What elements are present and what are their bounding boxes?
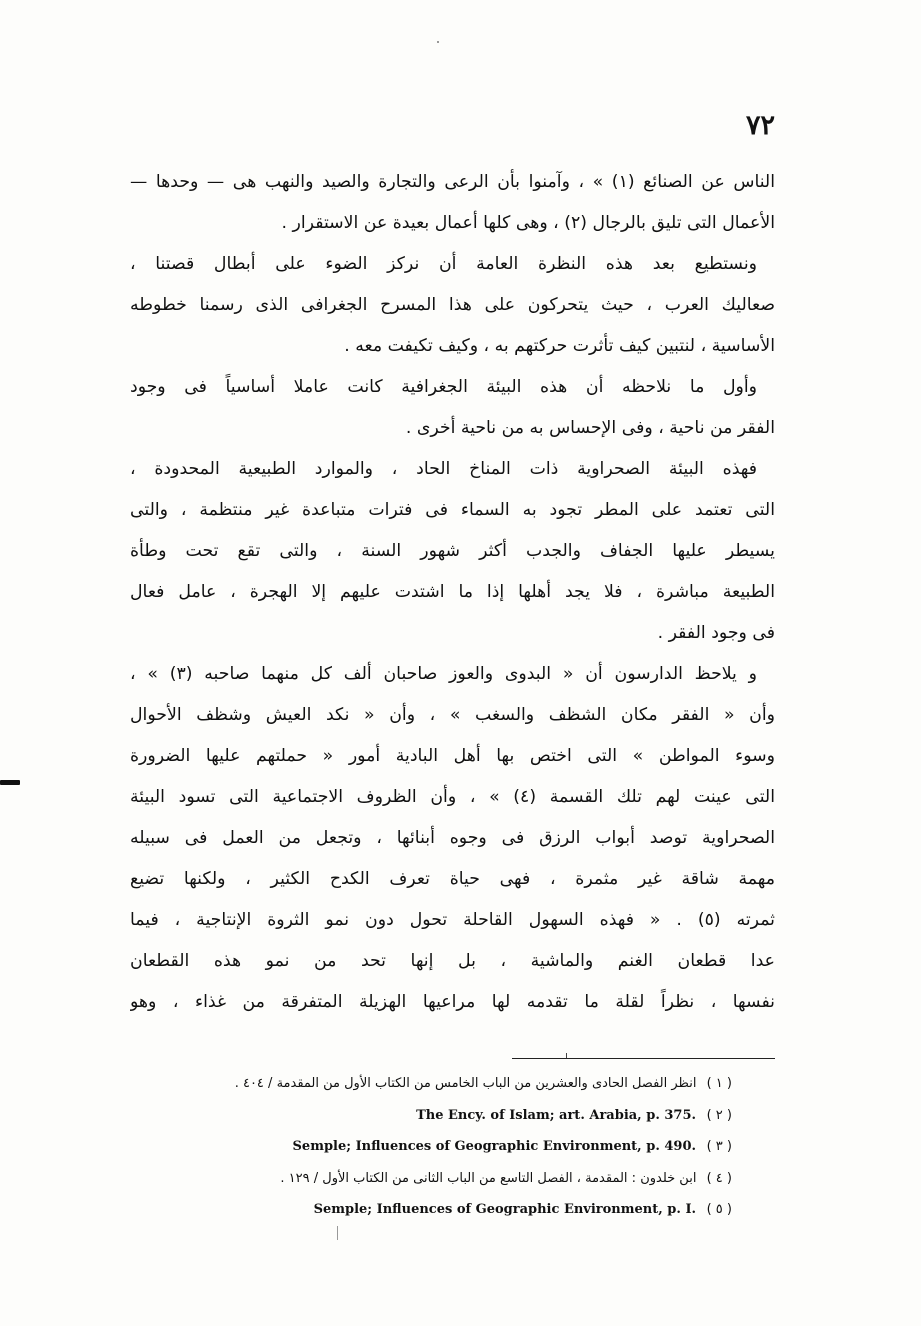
text-line: الطبيعة مباشرة ، فلا يجد أهلها إذا ما اشتدت عليهم إلا الهجرة ، عامل فعال xyxy=(130,582,775,602)
text-line: التى عينت لهم تلك القسمة (٤) » ، وأن الظروف الاجتماعية التى تسود البيئة xyxy=(130,787,775,807)
footnote-1 xyxy=(120,1068,732,1100)
text-line: الصحراوية توصد أبواب الرزق فى وجوه أبنائها ، وتجعل من العمل فى سبيله xyxy=(130,828,775,848)
text-line: نفسها ، نظراً لقلة ما تقدمه لها مراعيها الهزيلة المتفرقة من غذاء ، وهو xyxy=(130,992,775,1012)
footnote-text: ابن خلدون : المقدمة ، الفصل التاسع من الباب الثانى من الكتاب الأول / ١٢٩ . xyxy=(280,1170,697,1186)
text-line: فهذه البيئة الصحراوية ذات المناخ الحاد ، والموارد الطبيعية المحدودة ، xyxy=(130,459,757,479)
scan-line xyxy=(337,1226,338,1240)
text-line: التى تعتمد على المطر تجود به السماء فى فترات متباعدة غير منتظمة ، والتى xyxy=(130,500,775,520)
footnote-mark: ( ١ ) xyxy=(706,1076,732,1091)
footnote-2 xyxy=(120,1100,732,1132)
footnote-text: Semple; Influences of Geographic Environment, p. 490. xyxy=(292,1139,697,1154)
text-line: ثمرته (٥) . « فهذه السهول القاحلة تحول دون نمو الثروة الإنتاجية ، فيما xyxy=(130,910,775,930)
footnote-mark: ( ٤ ) xyxy=(706,1170,732,1186)
text-line: الأعمال التى تليق بالرجال (٢) ، وهى كلها أعمال بعيدة عن الاستقرار . xyxy=(281,213,775,233)
footnote-mark: ( ٣ ) xyxy=(706,1139,732,1154)
text-line: الناس عن الصنائع (١) » ، وآمنوا بأن الرعى والتجارة والصيد والنهب هى — وحدها — xyxy=(130,172,775,192)
footnote-rule xyxy=(512,1058,775,1059)
text-line: ونستطيع بعد هذه النظرة العامة أن نركز الضوء على أبطال قصتنا ، xyxy=(130,254,757,274)
page-number: ٧٢ xyxy=(745,110,775,141)
text-line: وأن « الفقر مكان الشظف والسغب » ، وأن « نكد العيش وشظف الأحوال xyxy=(130,705,775,725)
rule-tick xyxy=(566,1053,567,1058)
margin-mark xyxy=(0,780,20,785)
footnote-4 xyxy=(120,1163,732,1195)
body-text xyxy=(130,162,775,1023)
text-line: صعاليك العرب ، حيث يتحركون على هذا المسرح الجغرافى الذى رسمنا خطوطه xyxy=(130,295,775,315)
text-line: وسوء المواطن » التى اختص بها أهل البادية أمور « حملتهم عليها الضرورة xyxy=(130,746,775,766)
footnote-text: The Ency. of Islam; art. Arabia, p. 375. xyxy=(416,1107,697,1123)
footnote-mark: ( ٥ ) xyxy=(706,1202,732,1217)
text-line: الفقر من ناحية ، وفى الإحساس به من ناحية أخرى . xyxy=(405,418,775,438)
scan-speck xyxy=(437,41,439,43)
footnote-text: Semple; Influences of Geographic Environment, p. I. xyxy=(313,1202,697,1217)
text-line: و يلاحظ الدارسون أن « البدوى والعوز صاحبان ألف كل منهما صاحبه (٣) » ، xyxy=(130,664,757,684)
footnote-5 xyxy=(120,1194,732,1226)
text-line: وأول ما نلاحظه أن هذه البيئة الجغرافية كانت عاملا أساسياً فى وجود xyxy=(130,377,757,397)
footnotes xyxy=(120,1068,732,1226)
text-line: يسيطر عليها الجفاف والجدب أكثر شهور السنة ، والتى تقع تحت وطأة xyxy=(130,541,775,561)
text-line: مهمة شاقة غير مثمرة ، فهى حياة تعرف الكدح الكثير ، ولكنها تضيع xyxy=(130,869,775,889)
text-line: عدا قطعان الغنم والماشية ، بل إنها تحد من نمو هذه القطعان xyxy=(130,951,775,971)
footnote-3 xyxy=(120,1131,732,1163)
text-line: الأساسية ، لنتبين كيف تأثرت حركتهم به ، وكيف تكيفت معه . xyxy=(344,336,775,356)
text-line: فى وجود الفقر . xyxy=(657,623,775,643)
footnote-text: انظر الفصل الحادى والعشرين من الباب الخامس من الكتاب الأول من المقدمة / ٤٠٤ . xyxy=(234,1076,697,1091)
footnote-mark: ( ٢ ) xyxy=(706,1107,732,1123)
